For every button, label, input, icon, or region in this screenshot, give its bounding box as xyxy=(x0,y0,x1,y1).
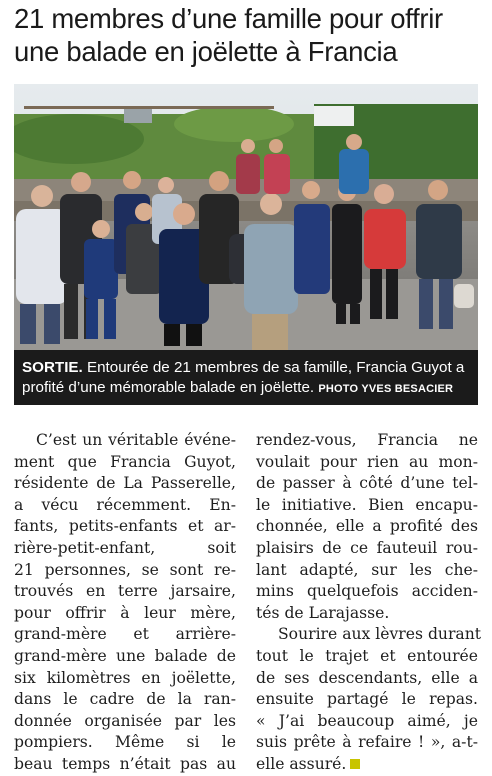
text-line: de ses descendants, elle a xyxy=(256,668,478,687)
caption-text-1: Entourée de 21 membres de sa famille, Francia Guyot a xyxy=(82,359,465,376)
article-column-left xyxy=(14,430,236,776)
text-line: ment que Francia Guyot, xyxy=(14,452,236,471)
text-line: a vécu récemment. En- xyxy=(14,495,236,514)
text-line: résidente de La Passerelle, xyxy=(14,474,236,493)
photo-caption xyxy=(14,350,478,405)
text-line: suis prête à refaire ! », a-t- xyxy=(256,733,478,752)
text-line: pour offrir à leur mère, xyxy=(14,603,236,622)
photo-credit: PHOTO YVES BESACIER xyxy=(318,383,454,395)
article-column-right xyxy=(256,430,482,776)
headline xyxy=(14,2,484,68)
text-line: tout le trajet et entourée xyxy=(256,646,478,665)
group-photo xyxy=(14,84,478,350)
caption-text-2: profité d’une mémorable balade en joëlette. xyxy=(22,379,315,396)
text-line: mins quelquefois acciden- xyxy=(256,582,478,601)
text-line: rendez-vous, Francia ne xyxy=(256,431,478,449)
text-line: tés de Larajasse. xyxy=(256,603,390,622)
text-line: grand-mère une balade de xyxy=(14,646,236,665)
headline-line-1: 21 membres d’une famille pour offrir xyxy=(14,3,443,34)
caption-line-2 xyxy=(22,379,453,398)
text-line: grand-mère et arrière- xyxy=(14,625,236,644)
text-line: ensuite partagé le repas. xyxy=(256,690,478,709)
text-line: plaisirs de ce fauteuil rou- xyxy=(256,538,478,557)
text-line: le initiative. Bien encapu- xyxy=(256,495,478,514)
text-line: six kilomètres en joëlette, xyxy=(14,668,236,687)
text-line: voulait pour rien au mon- xyxy=(256,452,478,471)
text-line: pompiers. Même si le xyxy=(14,733,236,752)
text-line: donnée organisée par les xyxy=(14,711,236,730)
caption-kicker: SORTIE. xyxy=(22,359,83,376)
text-line: chonnée, elle a profité des xyxy=(256,517,478,536)
text-line: fants, petits-enfants et ar- xyxy=(14,517,236,536)
text-line: dans le cadre de la ran- xyxy=(14,690,236,709)
text-line: de passer à côté d’une tel- xyxy=(256,474,478,493)
text-line: lant adapté, sur les che- xyxy=(256,560,478,579)
end-of-article-mark xyxy=(350,759,360,769)
text-line: C’est un véritable événe- xyxy=(36,431,236,449)
closing-text: elle assuré. xyxy=(256,754,347,773)
text-line: 21 personnes, se sont re- xyxy=(14,560,236,579)
text-line-last xyxy=(256,754,478,776)
headline-line-2: une balade en joëlette à Francia xyxy=(14,36,398,67)
caption-line-1 xyxy=(22,359,464,377)
text-line: rière-petit-enfant, soit xyxy=(14,538,236,557)
text-line: Sourire aux lèvres durant xyxy=(278,625,482,644)
text-line: trouvés en terre jarsaire, xyxy=(14,582,236,601)
text-line: beau temps n’était pas au xyxy=(14,754,236,773)
text-line: « J’ai beaucoup aimé, je xyxy=(256,711,478,730)
